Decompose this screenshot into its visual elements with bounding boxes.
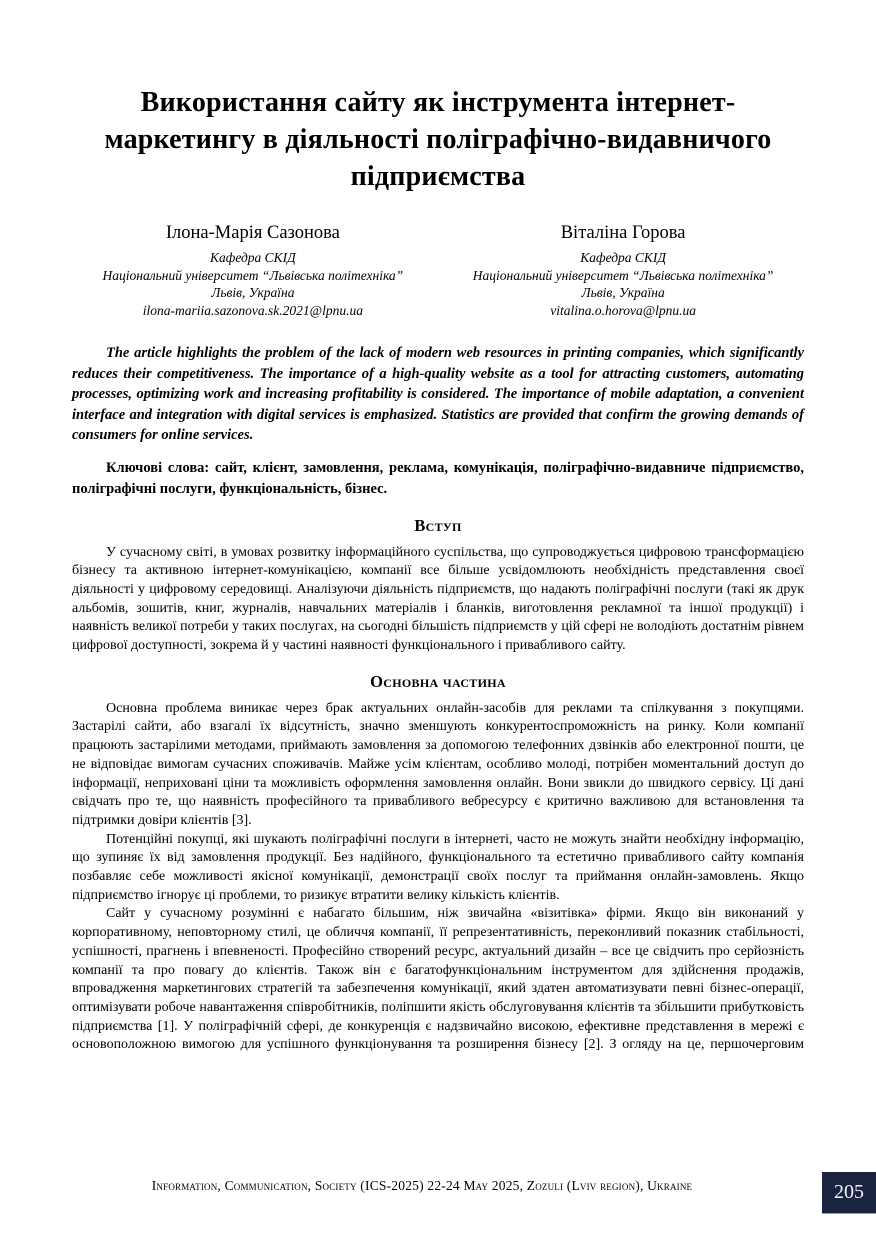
author-block-2 bbox=[452, 221, 794, 319]
section-heading-intro: Вступ bbox=[414, 515, 462, 535]
paragraph-main-3: Сайт у сучасному розумінні є набагато більшим, ніж звичайна «візитівка» фірми. Якщо він виконаний у корпоративному, неповторному стилі, це обличчя компанії, її репрезентативність, переконливий показник стабільності, успішності, прагнень і впевненості. Професійно створений ресурс, актуальний дизайн – все це свідчить про серйозність компанії та про повагу до клієнтів. Також він є багатофункціональним інструментом для здійснення продажів, впровадження маркетингових стратегій та забезпечення комунікації, який здатен автоматизувати певні бізнес-операції, оптимізувати робоче навантаження співробітників, поліпшити якість обслуговування клієнтів та збільшити прибутковість підприємства [1]. У поліграфічній сфері, де конкуренція є надзвичайно високою, ефективне представлення в мережі є основоположною вимогою для успішного функціонування та розширення бізнесу [2]. З огляду на це, першочерговим bbox=[72, 906, 804, 1053]
paragraph-main-1: Основна проблема виникає через брак актуальних онлайн-засобів для реклами та спілкування з покупцями. Застарілі сайти, або взагалі їх відсутність, значно зменшують конкурентоспроможність на ринку. Коли компанії працюють застарілими методами, приймають замовлення за допомогою телефонних дзвінків або електронної пошти, це не відповідає вимогам сучасних споживачів. Майже усім клієнтам, особливо молоді, потрібен моментальний доступ до інформації, неприховані ціни та можливість оформлення замовлення онлайн. Вони звикли до швидкого сервісу. Ці дані свідчать про те, що наявність професійного та привабливого вебресурсу є критично важливою для встановлення та підтримки довіри клієнтів [3]. bbox=[72, 700, 804, 828]
page-title: Використання сайту як інструмента інтернет-маркетингу в діяльності поліграфічно-видавничого підприємства bbox=[104, 87, 772, 192]
abstract-text: The article highlights the problem of the lack of modern web resources in printing companies, which significantly reduces their competitiveness. The importance of a high-quality website as a tool for attracting customers, automating processes, optimizing work and increasing profitability is considered. The importance of mobile adaptation, a convenient interface and integration with digital services is emphasized. Statistics are provided that confirm the growing demands of consumers for online services. bbox=[72, 345, 804, 443]
section-heading-main: Основна частина bbox=[370, 671, 506, 691]
keywords-text: сайт, клієнт, замовлення, реклама, комунікація, поліграфічно-видавниче підприємство, поліграфічні послуги, функціональність, бізнес. bbox=[72, 459, 805, 497]
author-department: Кафедра СКІД bbox=[580, 250, 666, 265]
page-number-badge bbox=[822, 1172, 876, 1213]
author-university: Національний університет “Львівська політехніка” bbox=[472, 267, 774, 283]
author-name: Ілона-Марія Сазонова bbox=[165, 223, 340, 243]
paragraph-intro-1: У сучасному світі, в умовах розвитку інформаційного суспільства, що супроводжується цифровою трансформацією бізнесу та активною інтернет-комунікацією, компанії все більше усвідомлюють необхідність представлення своєї діяльності у цифровому середовищі. Аналізуючи діяльність підприємств, що надають поліграфічні послуги (такі як друк альбомів, зошитів, книг, журналів, навчальних матеріалів і бланків, виготовлення рекламної та іншої продукції) і наявність великої потреби у таких послугах, на сьогодні більшість підприємств у цій сфері не володіють достатнім рівнем цифрової доступності, зокрема й у частині наявності функціонального і привабливого сайту. bbox=[72, 544, 804, 654]
author-location: Львів, Україна bbox=[581, 285, 665, 300]
keywords-label: Ключові слова: bbox=[106, 459, 210, 476]
author-name: Віталіна Горова bbox=[560, 223, 686, 243]
author-location: Львів, Україна bbox=[211, 285, 295, 300]
author-department: Кафедра СКІД bbox=[210, 250, 296, 265]
author-block-1 bbox=[82, 221, 424, 319]
footer-conference-line: Information, Communication, Society (ICS-2025) 22-24 May 2025, Zozuli (Lviv region), Ukraine bbox=[151, 1178, 693, 1193]
paragraph-main-2: Потенційні покупці, які шукають поліграфічні послуги в інтернеті, часто не можуть знайти необхідну інформацію, що зупиняє їх від замовлення продукції. Без надійного, функціонального та естетично привабливого сайту компанія позбавляє себе можливості якісної комунікації, демонстрації своїх послуг та приймання онлайн-замовлень. Якщо підприємство ігнорує ці проблеми, то ризикує втратити велику кількість клієнтів. bbox=[72, 831, 804, 903]
author-email: vitalina.o.horova@lpnu.ua bbox=[550, 302, 697, 318]
paper-content bbox=[72, 0, 804, 1055]
author-university: Національний університет “Львівська політехніка” bbox=[102, 267, 404, 283]
page-number: 205 bbox=[834, 1181, 864, 1203]
authors-block bbox=[72, 221, 804, 319]
keywords bbox=[72, 458, 804, 500]
author-email: ilona-mariia.sazonova.sk.2021@lpnu.ua bbox=[142, 302, 363, 318]
